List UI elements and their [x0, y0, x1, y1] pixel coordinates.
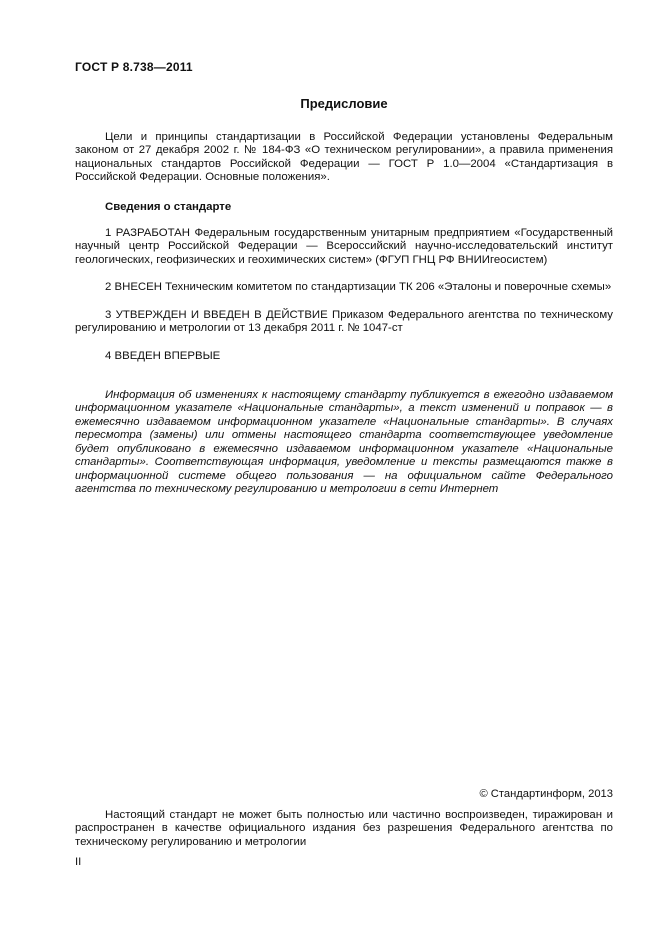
- standard-item-4: 4 ВВЕДЕН ВПЕРВЫЕ: [105, 349, 221, 362]
- amendments-notice: Информация об изменениях к настоящему стандарту публикуется в ежегодно издаваемом информационном указателе «Национальные стандарты», а текст изменений и поправок — в ежемесячно издаваемом информационном указателе «Национальные стандарты». В случаях пересмотра (замены) или отмены настоящего стандарта соответствующее уведомление будет опубликовано в ежемесячно издаваемом информационном указателе «Национальные стандарты». Соответствующая информация, уведомление и тексты размещаются также в информационной системе общего пользования — на официальном сайте Федерального агентства по техническому регулированию и метрологии в сети Интернет: [75, 388, 613, 496]
- copyright-line: © Стандартинформ, 2013: [479, 787, 613, 800]
- standard-item-3: 3 УТВЕРЖДЕН И ВВЕДЕН В ДЕЙСТВИЕ Приказом Федерального агентства по техническому регулированию и метрологии от 13 декабря 2011 г. № 1047-ст: [75, 308, 613, 335]
- intro-paragraph: Цели и принципы стандартизации в Российской Федерации установлены Федеральным законом от 27 декабря 2002 г. № 184-ФЗ «О техническом регулировании», а правила применения национальных стандартов Российской Федерации — ГОСТ Р 1.0—2004 «Стандартизация в Российской Федерации. Основные положения».: [75, 131, 613, 184]
- standard-item-1: 1 РАЗРАБОТАН Федеральным государственным унитарным предприятием «Государственный научный центр Российской Федерации — Всероссийский научно-исследовательский институт геологических, геофизических и геохимических систем» (ФГУП ГНЦ РФ ВНИИгеосистем): [75, 226, 613, 266]
- reproduction-restriction: Настоящий стандарт не может быть полностью или частично воспроизведен, тиражирован и распространен в качестве официального издания без разрешения Федерального агентства по техническому регулированию и метрологии: [75, 808, 613, 848]
- document-number-header: ГОСТ Р 8.738—2011: [75, 60, 193, 74]
- page-title: Предисловие: [300, 96, 388, 111]
- page-number: II: [75, 856, 82, 868]
- standard-item-2: 2 ВНЕСЕН Техническим комитетом по стандартизации ТК 206 «Эталоны и поверочные схемы»: [105, 281, 612, 294]
- section-heading: Сведения о стандарте: [105, 200, 232, 213]
- vertical-spacer: [75, 497, 613, 788]
